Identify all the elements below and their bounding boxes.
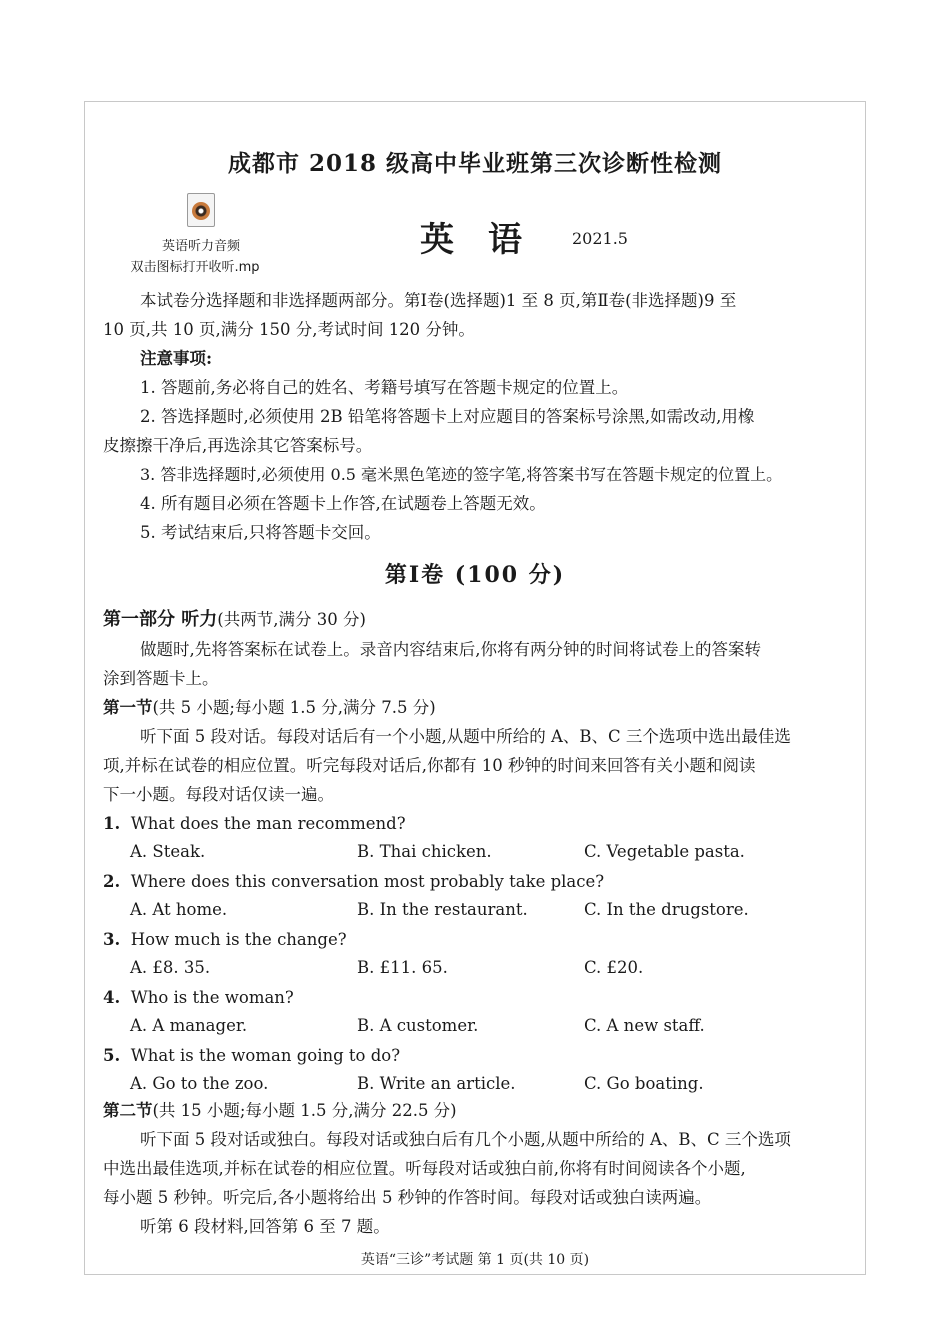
question-2 [103,867,604,896]
section1-title: 第一节 [103,698,153,717]
question-5 [103,1041,400,1070]
section1-desc-2: 项,并标在试卷的相应位置。听完每段对话后,你都有 10 秒钟的时间来回答有关小题和阅读 [103,756,756,775]
question-number: 2. [103,872,121,891]
option-a: A. Steak. [130,842,206,861]
section1-note: (共 5 小题;每小题 1.5 分,满分 7.5 分) [152,698,436,717]
audio-file-icon[interactable] [187,193,215,227]
part1-title: 第一部分 听力 [103,609,218,630]
section1-heading [103,693,436,722]
audio-attachment[interactable] [130,193,266,275]
option-a: A. £8. 35. [130,958,211,977]
option-b: B. £11. 65. [357,958,448,977]
option-a: A. A manager. [130,1016,248,1035]
option-b: B. Thai chicken. [357,842,492,861]
volume-title: 第Ⅰ卷 (100 分) [384,562,566,588]
section2-title: 第二节 [103,1101,153,1120]
exam-title: 成都市 2018 级高中毕业班第三次诊断性检测 [227,150,723,177]
notice-item-2: 2. 答选择题时,必须使用 2B 铅笔将答题卡上对应题目的答案标号涂黑,如需改动,用橡 [140,407,755,426]
section2-desc-1: 听下面 5 段对话或独白。每段对话或独白后有几个小题,从题中所给的 A、B、C 三个选项 [140,1130,791,1149]
question-number: 4. [103,988,121,1007]
notice-item-5: 5. 考试结束后,只将答题卡交回。 [140,523,381,542]
option-c: C. £20. [584,958,644,977]
question-text: Who is the woman? [130,988,294,1007]
option-a: A. At home. [130,900,228,919]
question-text: What does the man recommend? [130,814,406,833]
option-a: A. Go to the zoo. [130,1074,269,1093]
part1-desc-1: 做题时,先将答案标在试卷上。录音内容结束后,你将有两分钟的时间将试卷上的答案转 [140,640,761,659]
section2-note: (共 15 小题;每小题 1.5 分,满分 22.5 分) [152,1101,457,1120]
section2-desc-2: 中选出最佳选项,并标在试卷的相应位置。听每段对话或独白前,你将有时间阅读各个小题, [103,1159,746,1178]
section2-desc-3: 每小题 5 秒钟。听完后,各小题将给出 5 秒钟的作答时间。每段对话或独白读两遍。 [103,1188,712,1207]
notice-item-1: 1. 答题前,务必将自己的姓名、考籍号填写在答题卡规定的位置上。 [140,378,629,397]
option-b: B. In the restaurant. [357,900,528,919]
intro-line-1: 本试卷分选择题和非选择题两部分。第Ⅰ卷(选择题)1 至 8 页,第Ⅱ卷(非选择题)9 至 [140,291,737,310]
audio-caption-1: 英语听力音频 [161,239,240,254]
option-b: B. Write an article. [357,1074,516,1093]
part1-title-note: (共两节,满分 30 分) [217,610,366,629]
notice-item-3: 3. 答非选择题时,必须使用 0.5 毫米黑色笔迹的签字笔,将答案书写在答题卡规定的位置上。 [140,465,783,484]
notice-item-2-cont: 皮擦擦干净后,再选涂其它答案标号。 [103,436,373,455]
section2-material: 听第 6 段材料,回答第 6 至 7 题。 [140,1217,390,1236]
question-number: 1. [103,814,121,833]
section1-desc-1: 听下面 5 段对话。每段对话后有一个小题,从题中所给的 A、B、C 三个选项中选出最佳选 [140,727,791,746]
question-1 [103,809,406,838]
question-3 [103,925,347,954]
option-c: C. Vegetable pasta. [584,842,745,861]
question-number: 3. [103,930,121,949]
option-c: C. A new staff. [584,1016,705,1035]
exam-date: 2021.5 [572,229,628,248]
question-4 [103,983,294,1012]
section2-heading [103,1096,457,1125]
question-text: What is the woman going to do? [130,1046,401,1065]
part1-desc-2: 涂到答题卡上。 [103,669,219,688]
intro-line-2: 10 页,共 10 页,满分 150 分,考试时间 120 分钟。 [103,320,475,339]
subject-title: 英语 [420,220,556,260]
question-text: Where does this conversation most probably take place? [130,872,605,891]
page-footer: 英语“三诊”考试题 第 1 页(共 10 页) [360,1252,590,1268]
question-number: 5. [103,1046,121,1065]
option-b: B. A customer. [357,1016,479,1035]
option-c: C. In the drugstore. [584,900,749,919]
question-text: How much is the change? [130,930,347,949]
notice-item-4: 4. 所有题目必须在答题卡上作答,在试题卷上答题无效。 [140,494,546,513]
audio-caption-2: 双击图标打开收听.mp [130,260,260,275]
notice-title: 注意事项: [140,349,213,368]
section1-desc-3: 下一小题。每段对话仅读一遍。 [103,785,334,804]
option-c: C. Go boating. [584,1074,704,1093]
part1-heading [103,605,366,631]
